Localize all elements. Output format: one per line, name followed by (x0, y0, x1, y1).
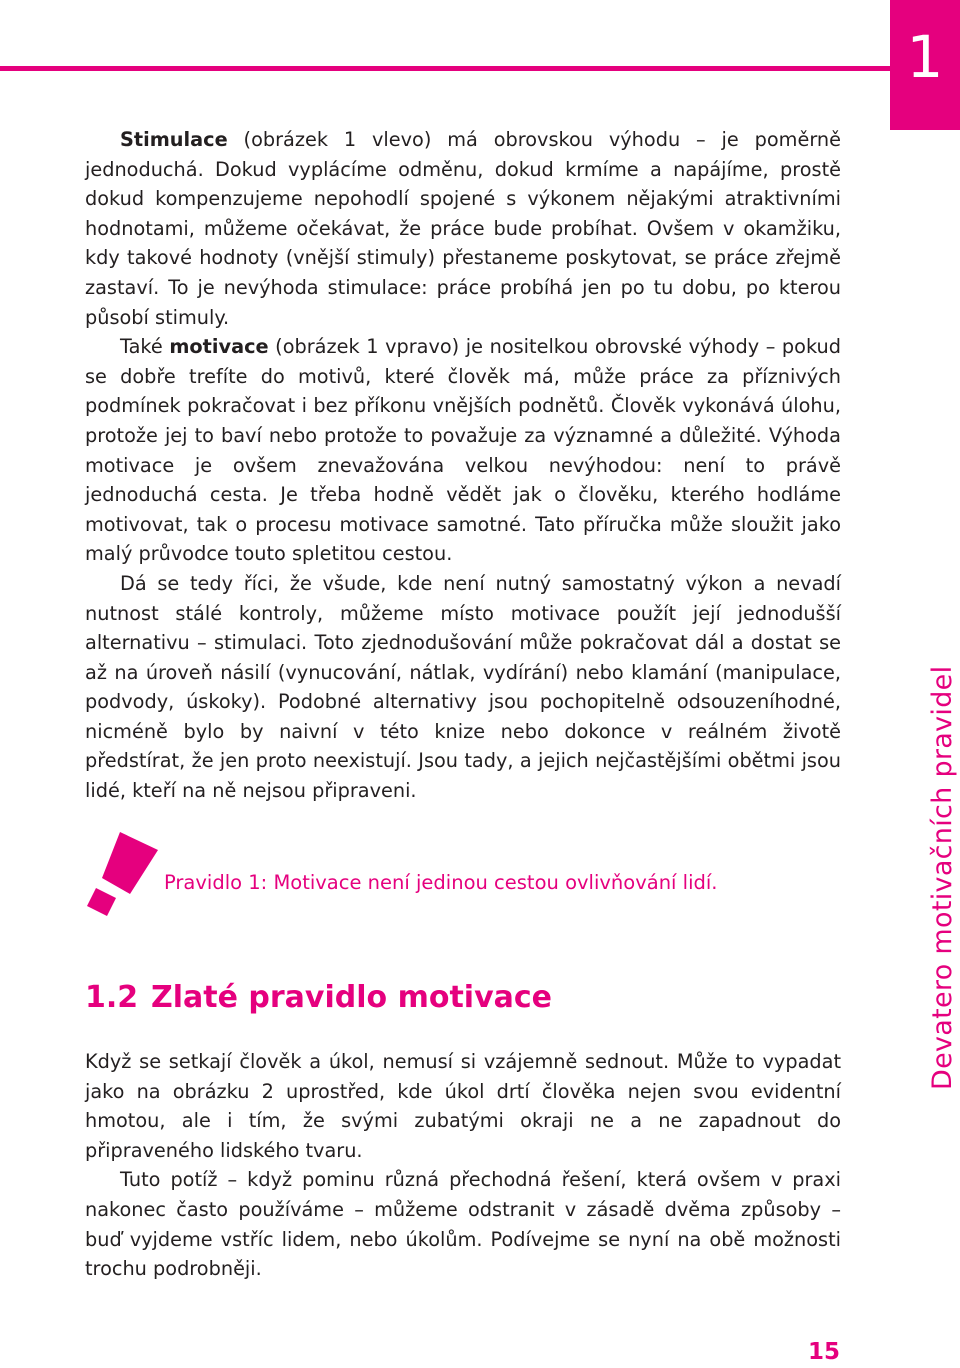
chapter-number-box (890, 0, 960, 130)
term-motivace: motivace (169, 335, 269, 359)
exclamation-dot (87, 888, 116, 916)
section-body-text (85, 1047, 841, 1284)
exclamation-icon-graphic (82, 828, 162, 918)
exclamation-bar (102, 832, 158, 894)
section-paragraph-1: Když se setkají člověk a úkol, nemusí si vzájemně sednout. Může to vypadat jako na obrázku 2 uprostřed, kde úkol drtí člověka nejen svou evidentní hmotou, ale i tím, že svými zubatými okraji ne a ne zapadnout do připraveného lidského tvaru. (85, 1050, 841, 1162)
section-paragraph-2: Tuto potíž – když pominu různá přechodná řešení, která ovšem v praxi nakonec často používáme – můžeme odstranit v zásadě dvěma způsoby – buď vyjdeme vstříc lidem, nebo úkolům. Podívejme se nyní na obě možnosti trochu podrobněji. (85, 1168, 841, 1281)
book-title-vertical: Devatero motivačních pravidel (927, 665, 958, 1090)
rule-callout-text: Pravidlo 1: Motivace není jedinou cestou ovlivňování lidí. (164, 871, 718, 894)
section-number: 1.2 (85, 980, 139, 1015)
section-title: Zlaté pravidlo motivace (151, 980, 553, 1015)
paragraph-motivace (85, 332, 841, 569)
top-accent-rule (0, 66, 890, 71)
paragraph-stimulace (85, 125, 841, 332)
paragraph-alternativy: Dá se tedy říci, že všude, kde není nutný samostatný výkon a nevadí nutnost stálé kontroly, můžeme místo motivace použít její jednodušší alternativu – stimulaci. Toto zjednodušování může pokračovat dál a dostat se až na úroveň násilí (vynucování, nátlak, vydírání) nebo klamání (manipulace, podvody, úskoky). Podobné alternativy jsou pochopitelně odsouzeníhodné, nicméně bylo by naivní v této knize nebo dokonce v reálném životě předstírat, že jen proto neexistují. Jsou tady, a jejich nejčastějšími obětmi jsou lidé, kteří na ně nejsou připraveni. (85, 571, 841, 803)
chapter-side-tab (890, 0, 960, 1368)
page-number: 15 (808, 1339, 841, 1365)
paragraph-text: (obrázek 1 vpravo) je nositelkou obrovské výhody – pokud se dobře trefíte do motivů, které člověk má, může práce za příznivých podmínek pokračovat i bez příkonu vnějších podnětů. Člověk vykonává úlohu, protože jej to baví nebo protože to považuje za významné a důležité. Výhoda motivace je ovšem znevažována velkou nevýhodou: není to právě jednoduchá cesta. Je třeba hodně vědět jak o člověku, kterého hodláme motivovat, tak o procesu motivace samotné. Tato příručka může sloužit jako malý průvodce touto spletitou cestou. (85, 335, 841, 566)
paragraph-text: (obrázek 1 vlevo) má obrovskou výhodu – je poměrně jednoduchá. Dokud vyplácíme odměnu, dokud krmíme a napájíme, prostě dokud kompenzujeme nepohodlí spojené s výkonem nějakými atraktivními hodnotami, můžeme očekávat, že práce bude probíhat. Ovšem v okamžiku, kdy takové hodnoty (vnější stimuly) přestaneme poskytovat, se práce zřejmě zastaví. To je nevýhoda stimulace: práce probíhá jen po tu dobu, po kterou působí stimuly. (85, 128, 841, 329)
body-text (85, 125, 841, 806)
chapter-number: 1 (906, 23, 944, 91)
paragraph-text: Také (120, 335, 170, 359)
section-heading (85, 978, 552, 1018)
exclamation-icon (82, 828, 162, 918)
term-stimulace: Stimulace (120, 128, 228, 151)
